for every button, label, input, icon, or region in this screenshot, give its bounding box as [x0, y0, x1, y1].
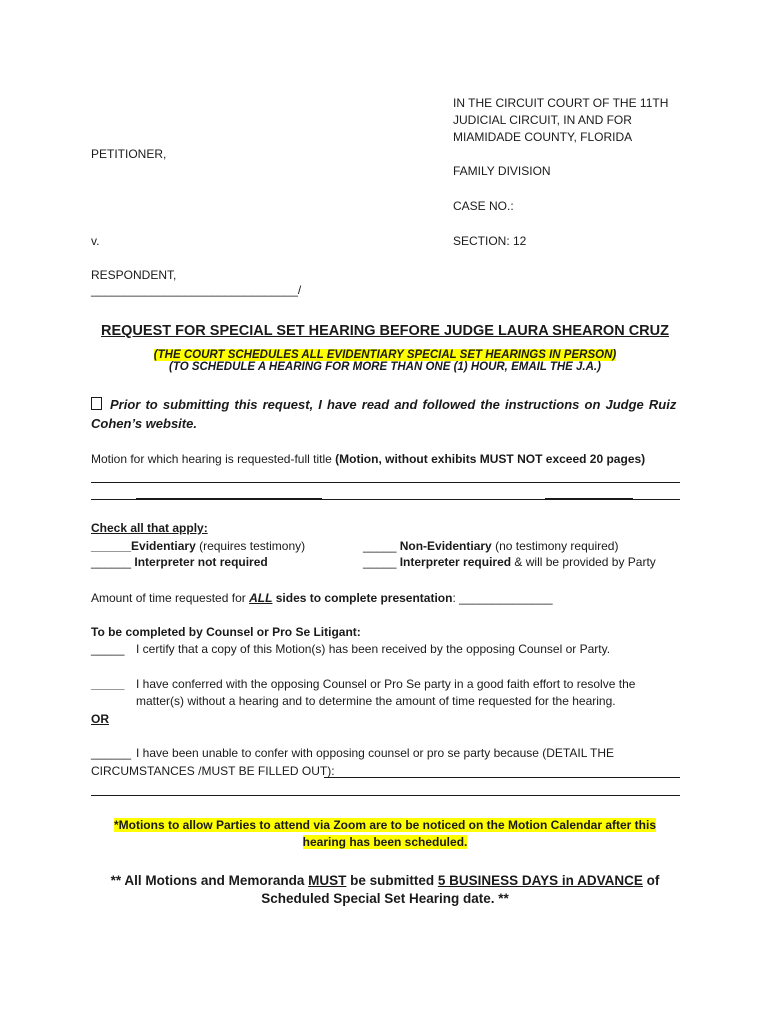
one-hour-notice: (TO SCHEDULE A HEARING FOR MORE THAN ONE (1) HOUR, EMAIL THE J.A.): [169, 361, 601, 373]
in-person-notice: (THE COURT SCHEDULES ALL EVIDENTIARY SPECIAL SET HEARINGS IN PERSON): [153, 349, 617, 361]
interpreter-required-label: Interpreter required: [396, 555, 512, 569]
motion-title-field-line-1[interactable]: [91, 482, 680, 483]
evidentiary-label: Evidentiary: [131, 539, 196, 553]
deadline-must: MUST: [308, 873, 347, 888]
certify-blank[interactable]: _____: [91, 642, 125, 656]
motion-title-field-mark-1: [136, 498, 322, 500]
interpreter-required-option[interactable]: [363, 555, 656, 569]
check-all-heading: Check all that apply:: [91, 521, 208, 535]
deadline-text-c: of: [642, 873, 660, 888]
or-label: OR: [91, 712, 109, 726]
evidentiary-note: (requires testimony): [195, 539, 306, 553]
deadline-days: 5 BUSINESS DAYS in ADVANCE: [437, 873, 643, 888]
motion-title-label: [91, 452, 645, 466]
division-label: FAMILY DIVISION: [453, 164, 551, 178]
interpreter-not-required-option[interactable]: [91, 555, 268, 569]
zoom-notice-line-1: *Motions to allow Parties to attend via Zoom are to be noticed on the Motion Calendar after this: [113, 818, 657, 832]
versus-label: v.: [91, 234, 100, 248]
unable-blank[interactable]: ______: [91, 746, 132, 760]
evidentiary-option[interactable]: [91, 539, 305, 553]
conferred-blank[interactable]: _____: [91, 677, 125, 691]
conferred-text-2: matter(s) without a hearing and to determine the amount of time requested for the hearing.: [136, 694, 616, 708]
certify-text: I certify that a copy of this Motion(s) has been received by the opposing Counsel or Party.: [136, 642, 611, 656]
interpreter-not-required-blank[interactable]: ______: [91, 555, 132, 569]
instructions-text: Prior to submitting this request, I have read and followed the instructions on Judge Ruiz: [110, 397, 677, 412]
section-label: SECTION: 12: [453, 234, 527, 248]
instructions-line-1: [91, 397, 676, 412]
document-title: REQUEST FOR SPECIAL SET HEARING BEFORE JUDGE LAURA SHEARON CRUZ: [101, 323, 669, 339]
interpreter-required-blank[interactable]: _____: [363, 555, 397, 569]
interpreter-required-note: & will be provided by Party: [511, 555, 656, 569]
page-limit-text: (Motion, without exhibits MUST NOT exceed 20 pages): [335, 452, 646, 466]
time-requested-field[interactable]: [91, 591, 553, 605]
non-evidentiary-option[interactable]: [363, 539, 618, 553]
counsel-heading: To be completed by Counsel or Pro Se Litigant:: [91, 625, 361, 639]
evidentiary-blank[interactable]: ______: [91, 539, 132, 553]
time-prefix: Amount of time requested for: [91, 591, 250, 605]
time-bold: sides to complete presentation: [272, 591, 453, 605]
circumstances-field-line-1[interactable]: [324, 777, 680, 778]
instructions-line-2: Cohen’s website.: [91, 416, 197, 431]
motion-title-field-mark-2: [545, 498, 633, 500]
circumstances-field-line-2[interactable]: [91, 795, 680, 796]
deadline-text-a: ** All Motions and Memoranda: [110, 873, 309, 888]
zoom-notice-line-2: hearing has been scheduled.: [302, 835, 468, 849]
non-evidentiary-blank[interactable]: _____: [363, 539, 397, 553]
time-all: ALL: [249, 591, 273, 605]
deadline-notice-line-1: [0, 873, 770, 888]
deadline-text-b: be submitted: [346, 873, 438, 888]
court-line-3: MIAMIDADE COUNTY, FLORIDA: [453, 130, 633, 144]
petitioner-label: PETITIONER,: [91, 147, 167, 161]
court-line-2: JUDICIAL CIRCUIT, IN AND FOR: [453, 113, 632, 127]
court-line-1: IN THE CIRCUIT COURT OF THE 11TH: [453, 96, 669, 110]
instructions-checkbox[interactable]: [91, 397, 102, 410]
non-evidentiary-note: (no testimony required): [491, 539, 619, 553]
caption-signature-line: _______________________________/: [91, 283, 302, 297]
conferred-text-1: I have conferred with the opposing Counsel or Pro Se party in a good faith effort to resolve the: [136, 677, 636, 691]
deadline-notice-line-2: Scheduled Special Set Hearing date. **: [261, 891, 509, 906]
unable-text-2: CIRCUMSTANCES /MUST BE FILLED OUT):: [91, 764, 335, 778]
case-number-label: CASE NO.:: [453, 199, 514, 213]
unable-text-1: I have been unable to confer with opposing counsel or pro se party because (DETAIL THE: [136, 746, 615, 760]
interpreter-not-required-label: Interpreter not required: [131, 555, 268, 569]
respondent-label: RESPONDENT,: [91, 268, 177, 282]
non-evidentiary-label: Non-Evidentiary: [396, 539, 492, 553]
motion-label-text: Motion for which hearing is requested-full title: [91, 452, 336, 466]
time-blank[interactable]: : ______________: [452, 591, 553, 605]
